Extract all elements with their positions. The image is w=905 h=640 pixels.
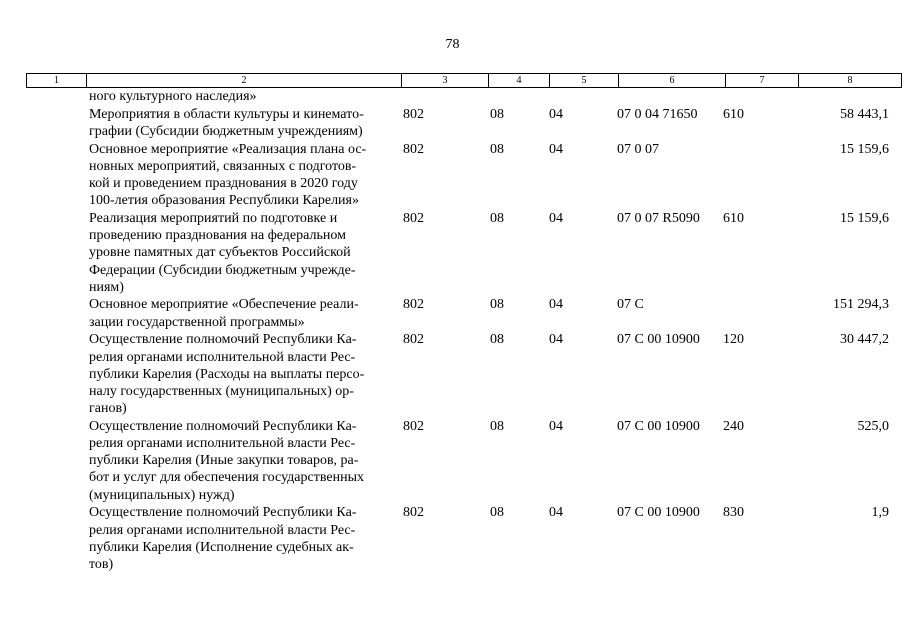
admin-code-cell: 802 (403, 332, 424, 348)
item-name-line: Реализация мероприятий по подготовке и (89, 210, 338, 226)
subsection-code-cell: 04 (549, 297, 563, 313)
admin-code-cell: 802 (403, 297, 424, 313)
row-number-cell (26, 105, 85, 140)
target-article-cell: 07 С 00 10900 (617, 418, 700, 434)
section-code-cell: 08 (490, 505, 504, 521)
amount-cell (791, 88, 893, 105)
item-name-cell (85, 417, 399, 504)
amount-cell: 15 159,6 (840, 210, 889, 226)
row-number-cell (26, 140, 85, 209)
item-name-line: проведению празднования на федеральном (89, 228, 346, 244)
table-row (26, 209, 893, 296)
item-name-line: релия органами исполнительной власти Рес- (89, 522, 356, 538)
table-row (26, 504, 893, 573)
item-name-line: зации государственной программы» (89, 314, 305, 330)
row-number-cell (26, 417, 85, 504)
admin-code-cell: 802 (403, 141, 424, 157)
expense-type-cell: 120 (723, 332, 744, 348)
item-name-cell (85, 105, 399, 140)
item-name-cell (85, 88, 399, 105)
amount-cell: 15 159,6 (840, 141, 889, 157)
item-name-line: Основное мероприятие «Обеспечение реали- (89, 297, 359, 313)
table-row (26, 417, 893, 504)
header-col-4: 4 (489, 74, 550, 88)
column-number-header (26, 73, 902, 88)
amount-cell: 525,0 (857, 418, 889, 434)
item-name-line: тов) (89, 556, 114, 572)
item-name-line: бот и услуг для обеспечения государственных (89, 470, 364, 486)
header-col-1: 1 (27, 74, 87, 88)
row-number-cell (26, 209, 85, 296)
row-number-cell (26, 296, 85, 331)
item-name-line: Федерации (Субсидии бюджетным учрежде- (89, 262, 356, 278)
item-name-line: 100-летия образования Республики Карелия» (89, 193, 359, 209)
item-name-line: (муниципальных) нужд) (89, 487, 235, 503)
item-name-line: Осуществление полномочий Республики Ка- (89, 505, 357, 521)
budget-table (26, 88, 893, 573)
item-name-cell (85, 209, 399, 296)
item-name-line: Осуществление полномочий Республики Ка- (89, 418, 357, 434)
expense-type-cell (719, 88, 791, 105)
page-number: 78 (445, 37, 460, 52)
admin-code-cell: 802 (403, 505, 424, 521)
target-article-cell: 07 С 00 10900 (617, 332, 700, 348)
section-code-cell (485, 88, 545, 105)
table-row (26, 140, 893, 209)
target-article-cell (613, 88, 719, 105)
subsection-code-cell: 04 (549, 106, 563, 122)
section-code-cell: 08 (490, 332, 504, 348)
subsection-code-cell: 04 (549, 141, 563, 157)
header-col-5: 5 (550, 74, 619, 88)
item-name-line: релия органами исполнительной власти Рес- (89, 349, 356, 365)
expense-type-cell (719, 296, 791, 331)
item-name-line: релия органами исполнительной власти Рес- (89, 436, 356, 452)
item-name-line: публики Карелия (Расходы на выплаты персо- (89, 366, 365, 382)
header-row (27, 74, 902, 88)
amount-cell: 1,9 (871, 505, 889, 521)
table-row (26, 331, 893, 418)
admin-code-cell: 802 (403, 418, 424, 434)
table-row (26, 88, 893, 105)
row-number-cell (26, 88, 85, 105)
item-name-line: ганов) (89, 401, 127, 417)
expense-type-cell: 610 (723, 210, 744, 226)
item-name-line: кой и проведением празднования в 2020 году (89, 176, 358, 192)
target-article-cell: 07 С (617, 297, 644, 313)
item-name-line: налу государственных (муниципальных) ор- (89, 383, 354, 399)
expense-type-cell: 610 (723, 106, 744, 122)
item-name-cell (85, 296, 399, 331)
header-col-3: 3 (402, 74, 489, 88)
admin-code-cell: 802 (403, 106, 424, 122)
item-name-line: новных мероприятий, связанных с подготов- (89, 158, 357, 174)
section-code-cell: 08 (490, 297, 504, 313)
subsection-code-cell: 04 (549, 210, 563, 226)
subsection-code-cell: 04 (549, 418, 563, 434)
header-col-2: 2 (87, 74, 402, 88)
target-article-cell: 07 0 04 71650 (617, 106, 698, 122)
item-name-line: Основное мероприятие «Реализация плана ос- (89, 141, 367, 157)
item-name-line: публики Карелия (Иные закупки товаров, ра- (89, 453, 359, 469)
admin-code-cell: 802 (403, 210, 424, 226)
amount-cell: 30 447,2 (840, 332, 889, 348)
subsection-code-cell: 04 (549, 505, 563, 521)
target-article-cell: 07 0 07 (617, 141, 659, 157)
row-number-cell (26, 331, 85, 418)
section-code-cell: 08 (490, 141, 504, 157)
subsection-code-cell: 04 (549, 332, 563, 348)
header-col-8: 8 (799, 74, 902, 88)
header-col-6: 6 (619, 74, 726, 88)
expense-type-cell: 240 (723, 418, 744, 434)
item-name-cell (85, 504, 399, 573)
subsection-code-cell (545, 88, 613, 105)
item-name-line: ного культурного наследия» (89, 89, 257, 104)
table-row (26, 296, 893, 331)
section-code-cell: 08 (490, 210, 504, 226)
target-article-cell: 07 0 07 R5090 (617, 210, 700, 226)
header-col-7: 7 (726, 74, 799, 88)
amount-cell: 151 294,3 (833, 297, 889, 313)
item-name-line: Мероприятия в области культуры и кинемато- (89, 106, 364, 122)
budget-table-body (26, 88, 893, 573)
item-name-cell (85, 140, 399, 209)
item-name-line: публики Карелия (Исполнение судебных ак- (89, 539, 354, 555)
table-row (26, 105, 893, 140)
section-code-cell: 08 (490, 418, 504, 434)
item-name-line: Осуществление полномочий Республики Ка- (89, 332, 357, 348)
item-name-line: уровне памятных дат субъектов Российской (89, 245, 351, 261)
admin-code-cell (399, 88, 485, 105)
expense-type-cell (719, 140, 791, 209)
target-article-cell: 07 С 00 10900 (617, 505, 700, 521)
row-number-cell (26, 504, 85, 573)
amount-cell: 58 443,1 (840, 106, 889, 122)
item-name-cell (85, 331, 399, 418)
section-code-cell: 08 (490, 106, 504, 122)
expense-type-cell: 830 (723, 505, 744, 521)
item-name-line: ниям) (89, 279, 124, 295)
item-name-line: графии (Субсидии бюджетным учреждениям) (89, 123, 363, 139)
